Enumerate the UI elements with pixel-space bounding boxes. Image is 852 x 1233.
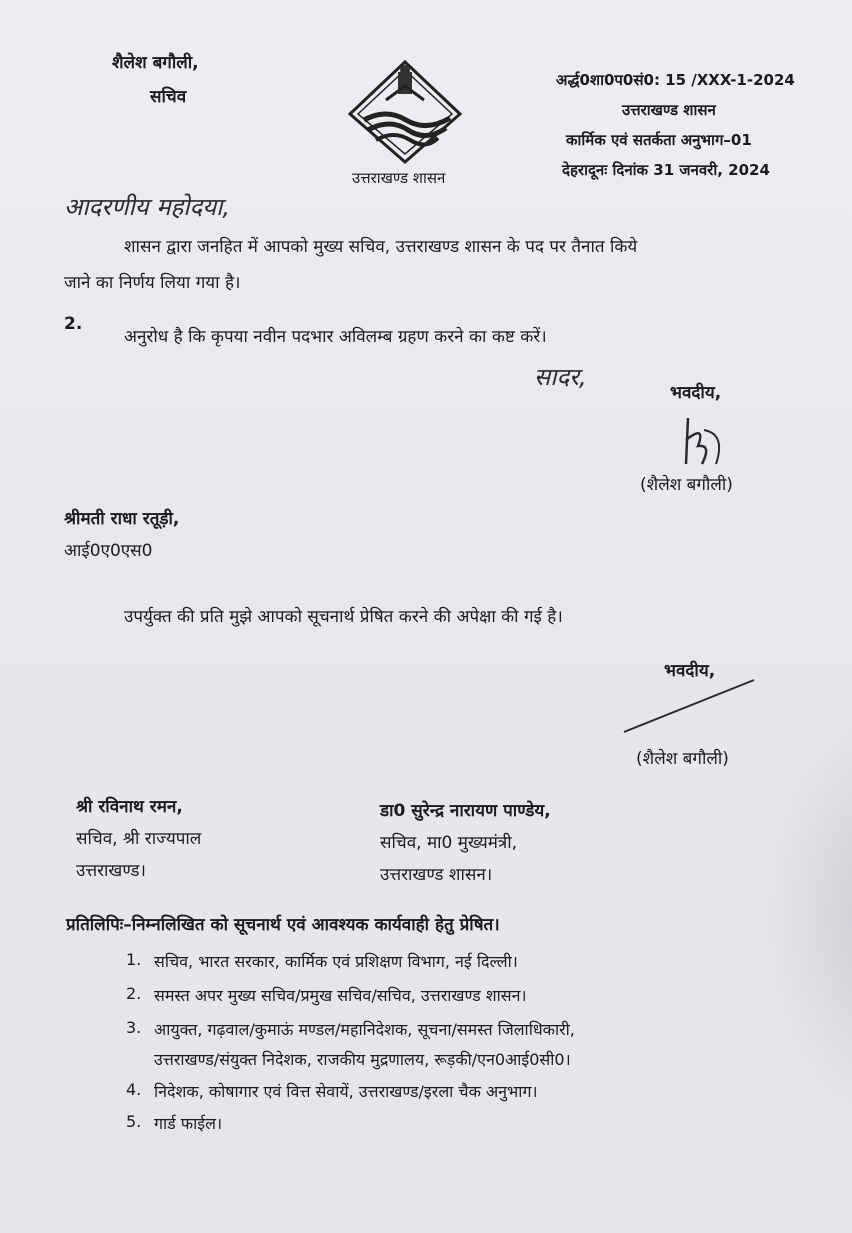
para1-line1: शासन द्वारा जनहित में आपको मुख्य सचिव, उत्तराखण्ड शासन के पद पर तैनात किये <box>124 237 638 257</box>
sender-designation: सचिव <box>150 87 187 107</box>
reference-department: कार्मिक एवं सतर्कता अनुभाग–01 <box>566 131 752 149</box>
recipient-1-designation: सचिव, श्री राज्यपाल <box>76 829 202 849</box>
recipient-2-name: डा0 सुरेन्द्र नारायण पाण्डेय, <box>380 801 551 821</box>
sender-name: शैलेश बगौली, <box>112 53 199 73</box>
salutation: आदरणीय महोदया, <box>64 193 231 221</box>
signature-1 <box>676 404 746 474</box>
reference-number: अर्द्ध0शा0प0सं0: 15 /XXX-1-2024 <box>556 71 795 89</box>
cc-item-3-text: आयुक्त, गढ़वाल/कुमाऊं मण्डल/महानिदेशक, सूचना/समस्त जिलाधिकारी, <box>154 1020 575 1039</box>
reference-date: देहरादूनः दिनांक 31 जनवरी, 2024 <box>562 161 770 179</box>
signer-name-2: (शैलेश बगौली) <box>636 749 729 769</box>
addressee-name: श्रीमती राधा रतूड़ी, <box>64 509 180 529</box>
recipient-1-name: श्री रविनाथ रमन, <box>76 797 183 817</box>
cc-item-3-text-continued: उत्तराखण्ड/संयुक्त निदेशक, राजकीय मुद्रणालय, रूड़की/एन0आई0सी0। <box>154 1050 571 1069</box>
saadar-handwritten: सादर, <box>534 363 587 391</box>
yours-faithfully-2: भवदीय, <box>664 661 716 681</box>
recipient-1-location: उत्तराखण्ड। <box>76 861 146 881</box>
para1-line2: जाने का निर्णय लिया गया है। <box>64 273 241 293</box>
cc-item-1-text: सचिव, भारत सरकार, कार्मिक एवं प्रशिक्षण विभाग, नई दिल्ली। <box>154 952 518 971</box>
cc-item-5-number: 5. <box>126 1112 142 1131</box>
cc-item-1-number: 1. <box>126 950 142 969</box>
recipient-2-location: उत्तराखण्ड शासन। <box>380 865 493 885</box>
uttarakhand-emblem-icon <box>346 58 464 168</box>
emblem-caption: उत्तराखण्ड शासन <box>352 169 446 187</box>
copy-note: उपर्युक्त की प्रति मुझे आपको सूचनार्थ प्रेषित करने की अपेक्षा की गई है। <box>124 607 563 627</box>
cc-item-4-text: निदेशक, कोषागार एवं वित्त सेवायें, उत्तराखण्ड/इरला चैक अनुभाग। <box>154 1082 538 1101</box>
recipient-2-designation: सचिव, मा0 मुख्यमंत्री, <box>380 833 518 853</box>
cc-item-4-number: 4. <box>126 1080 142 1099</box>
reference-government: उत्तराखण्ड शासन <box>622 101 716 119</box>
yours-faithfully-1: भवदीय, <box>670 383 722 403</box>
para2-number: 2. <box>64 314 83 334</box>
cc-heading: प्रतिलिपिः–निम्नलिखित को सूचनार्थ एवं आवश्यक कार्यवाही हेतु प्रेषित। <box>66 915 500 935</box>
signer-name-1: (शैलेश बगौली) <box>640 475 733 495</box>
cc-item-2-number: 2. <box>126 984 142 1003</box>
addressee-service: आई0ए0एस0 <box>64 541 153 561</box>
para2-text: अनुरोध है कि कृपया नवीन पदभार अविलम्ब ग्रहण करने का कष्ट करें। <box>124 327 547 347</box>
cc-item-2-text: समस्त अपर मुख्य सचिव/प्रमुख सचिव/सचिव, उत्तराखण्ड शासन। <box>154 986 527 1005</box>
page-shadow <box>762 700 852 1120</box>
cc-item-5-text: गार्ड फाईल। <box>154 1114 223 1133</box>
signature-2 <box>618 676 758 736</box>
cc-item-3-number: 3. <box>126 1018 142 1037</box>
